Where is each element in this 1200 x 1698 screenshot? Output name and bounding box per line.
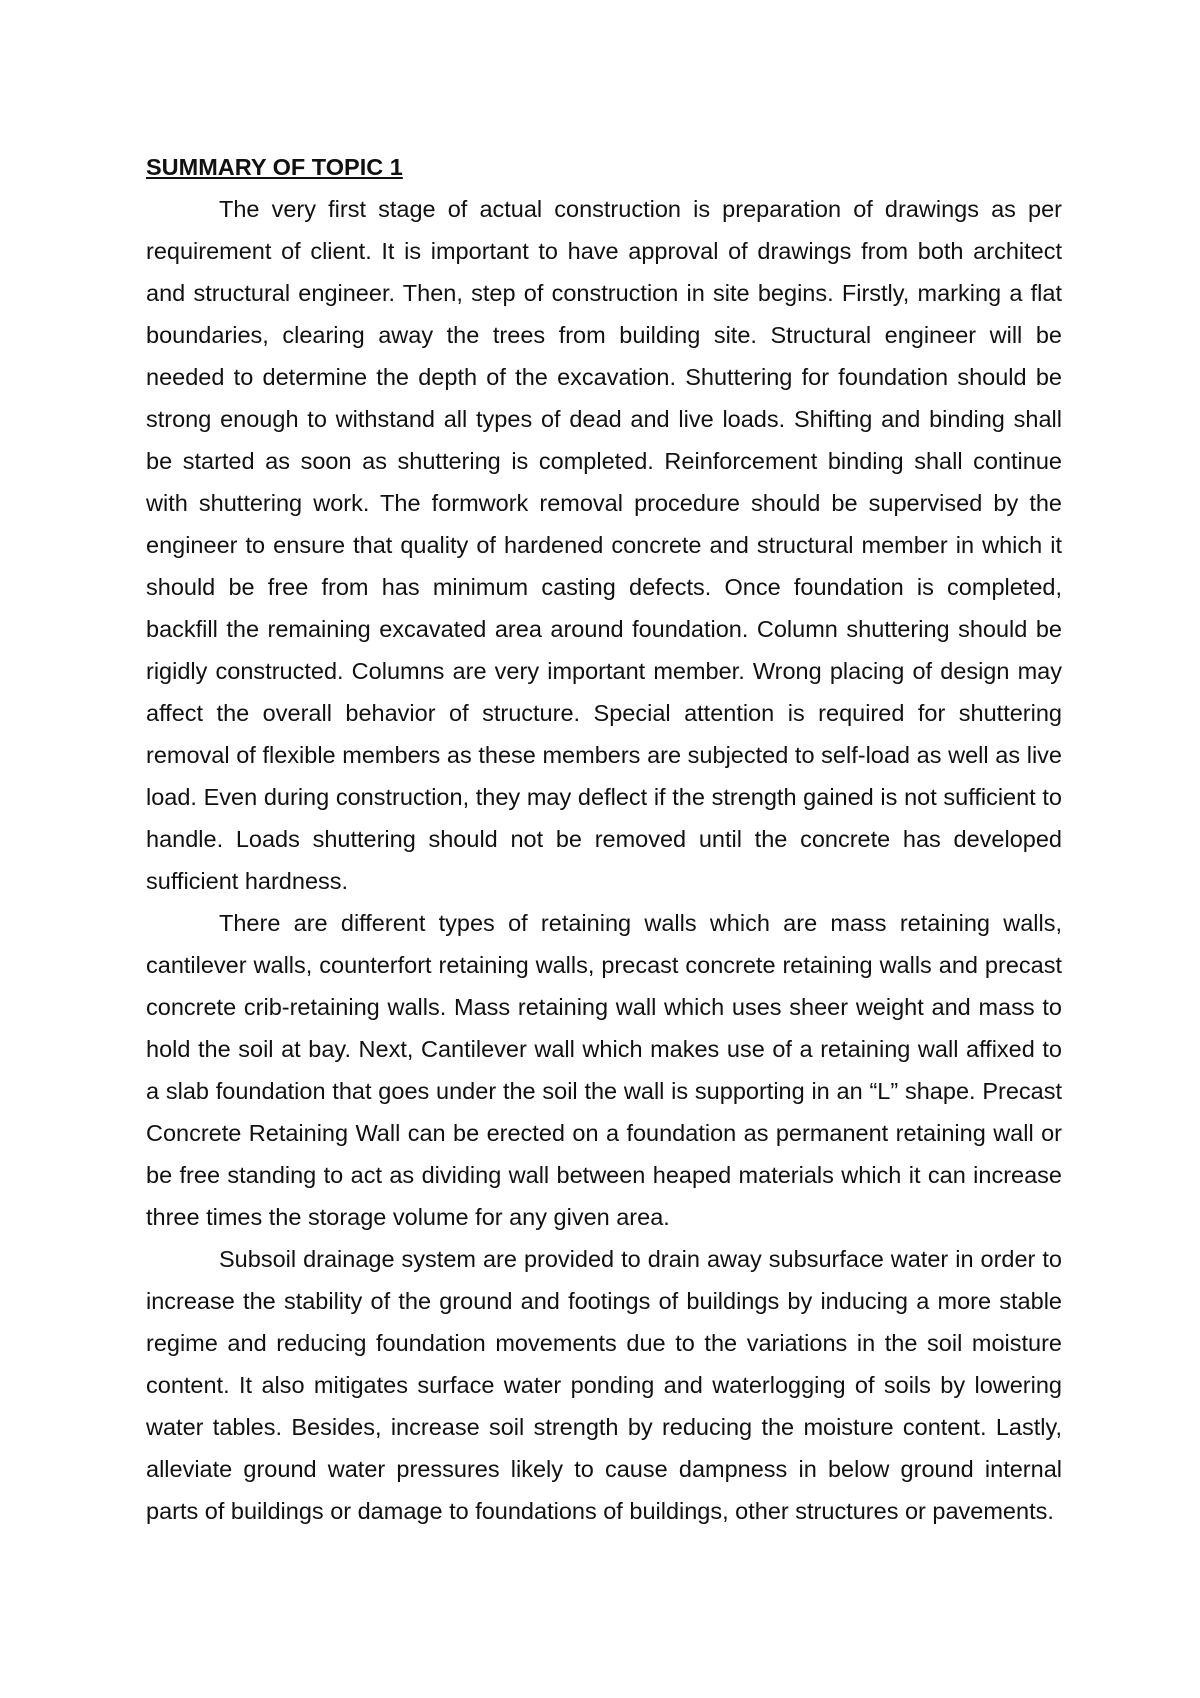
document-body xyxy=(146,146,1062,1532)
paragraph-construction-stages: The very first stage of actual construction is preparation of drawings as per requirement of client. It is important to have approval of drawings from both architect and structural engineer. Then, step of construction in site begins. Firstly, marking a flat boundaries, clearing away the trees from building site. Structural engineer will be needed to determine the depth of the excavation. Shuttering for foundation should be strong enough to withstand all types of dead and live loads. Shifting and binding shall be started as soon as shuttering is completed. Reinforcement binding shall continue with shuttering work. The formwork removal procedure should be supervised by the engineer to ensure that quality of hardened concrete and structural member in which it should be free from has minimum casting defects. Once foundation is completed, backfill the remaining excavated area around foundation. Column shuttering should be rigidly constructed. Columns are very important member. Wrong placing of design may affect the overall behavior of structure. Special attention is required for shuttering removal of flexible members as these members are subjected to self-load as well as live load. Even during construction, they may deflect if the strength gained is not sufficient to handle. Loads shuttering should not be removed until the concrete has developed sufficient hardness. xyxy=(146,196,1062,894)
paragraph-retaining-walls: There are different types of retaining walls which are mass retaining walls, cantilever walls, counterfort retaining walls, precast concrete retaining walls and precast concrete crib-retaining walls. Mass retaining wall which uses sheer weight and mass to hold the soil at bay. Next, Cantilever wall which makes use of a retaining wall affixed to a slab foundation that goes under the soil the wall is supporting in an “L” shape. Precast Concrete Retaining Wall can be erected on a foundation as permanent retaining wall or be free standing to act as dividing wall between heaped materials which it can increase three times the storage volume for any given area. xyxy=(146,910,1062,1230)
paragraph-subsoil-drainage: Subsoil drainage system are provided to drain away subsurface water in order to increase the stability of the ground and footings of buildings by inducing a more stable regime and reducing foundation movements due to the variations in the soil moisture content. It also mitigates surface water ponding and waterlogging of soils by lowering water tables. Besides, increase soil strength by reducing the moisture content. Lastly, alleviate ground water pressures likely to cause dampness in below ground internal parts of buildings or damage to foundations of buildings, other structures or pavements. xyxy=(146,1246,1062,1524)
document-title: SUMMARY OF TOPIC 1 xyxy=(146,154,403,180)
